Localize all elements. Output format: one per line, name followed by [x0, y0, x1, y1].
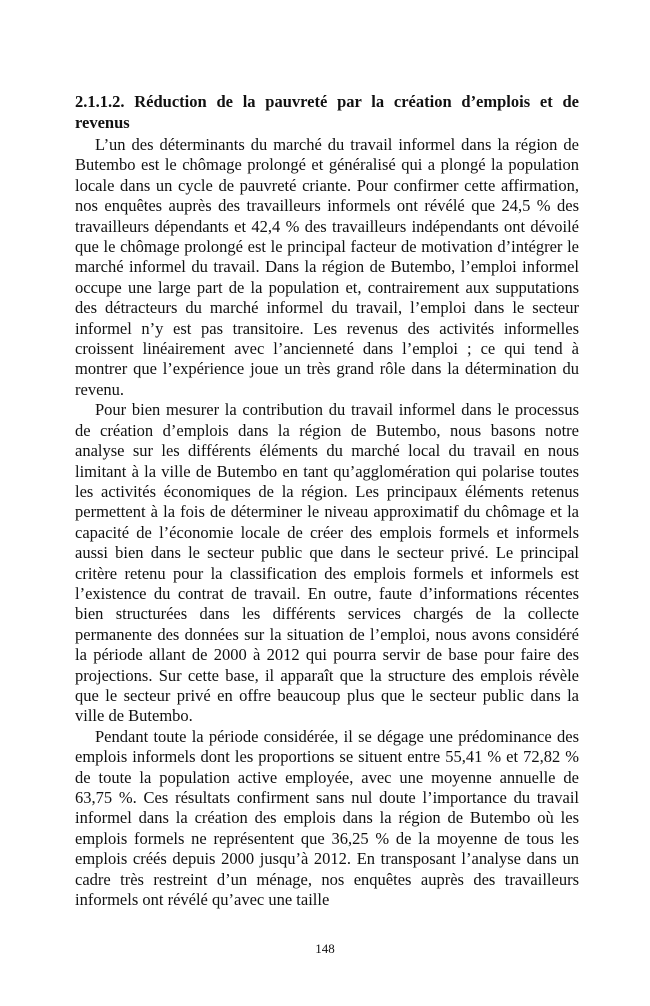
page-number: 148 [315, 941, 335, 956]
paragraph-3: Pendant toute la période considérée, il se dégage une prédominance des emplois informels dont les proportions se situent entre 55,41 % et 72,82 % de toute la population active employée, avec une moyenne annuelle de 63,75 %. Ces résultats confirment sans nul doute l’importance du travail informel dans la création des emplois dans la région de Butembo où les emplois formels ne représentent que 36,25 % de la moyenne de tous les emplois créés depuis 2000 jusqu’à 2012. En transposant l’analyse dans un cadre très restreint d’un ménage, nos enquêtes auprès des travailleurs informels ont révélé qu’avec une taille [75, 726, 579, 910]
section-heading: 2.1.1.2. Réduction de la pauvreté par la création d’emplois et de revenus [75, 92, 579, 132]
paragraph-2: Pour bien mesurer la contribution du travail informel dans le processus de création d’emplois dans la région de Butembo, nous basons notre analyse sur les différents éléments du marché local du travail en nous limitant à la ville de Butembo en tant qu’agglomération qui polarise toutes les activités économiques de la région. Les principaux éléments retenus permettent à la fois de déterminer le niveau approximatif du chômage et la capacité de l’économie locale de créer des emplois formels et informels aussi bien dans le secteur public que dans le secteur privé. Le principal critère retenu pour la classification des emplois formels et informels est l’existence du contrat de travail. En outre, faute d’informations récentes bien structurées dans les différents services chargés de la collecte permanente des données sur la situation de l’emploi, nous avons considéré la période allant de 2000 à 2012 qui pourra servir de base pour faire des projections. Sur cette base, il apparaît que la structure des emplois révèle que le secteur privé en offre beaucoup plus que le secteur public dans la ville de Butembo. [75, 400, 579, 726]
paragraph-1: L’un des déterminants du marché du travail informel dans la région de Butembo est le chômage prolongé et généralisé qui a plongé la population locale dans un cycle de pauvreté criante. Pour confirmer cette affirmation, nos enquêtes auprès des travailleurs informels ont révélé que 24,5 % des travailleurs dépendants et 42,4 % des travailleurs indépendants ont dévoilé que le chômage prolongé est le principal facteur de motivation d’intégrer le marché informel du travail. Dans la région de Butembo, l’emploi informel occupe une large part de la population et, contrairement aux supputations des détracteurs du marché informel du travail, l’emploi dans le secteur informel n’y est pas transitoire. Les revenus des activités informelles croissent linéairement avec l’ancienneté dans l’emploi ; ce qui tend à montrer que l’expérience joue un très grand rôle dans la détermination du revenu. [75, 135, 579, 399]
page-body [75, 92, 579, 910]
